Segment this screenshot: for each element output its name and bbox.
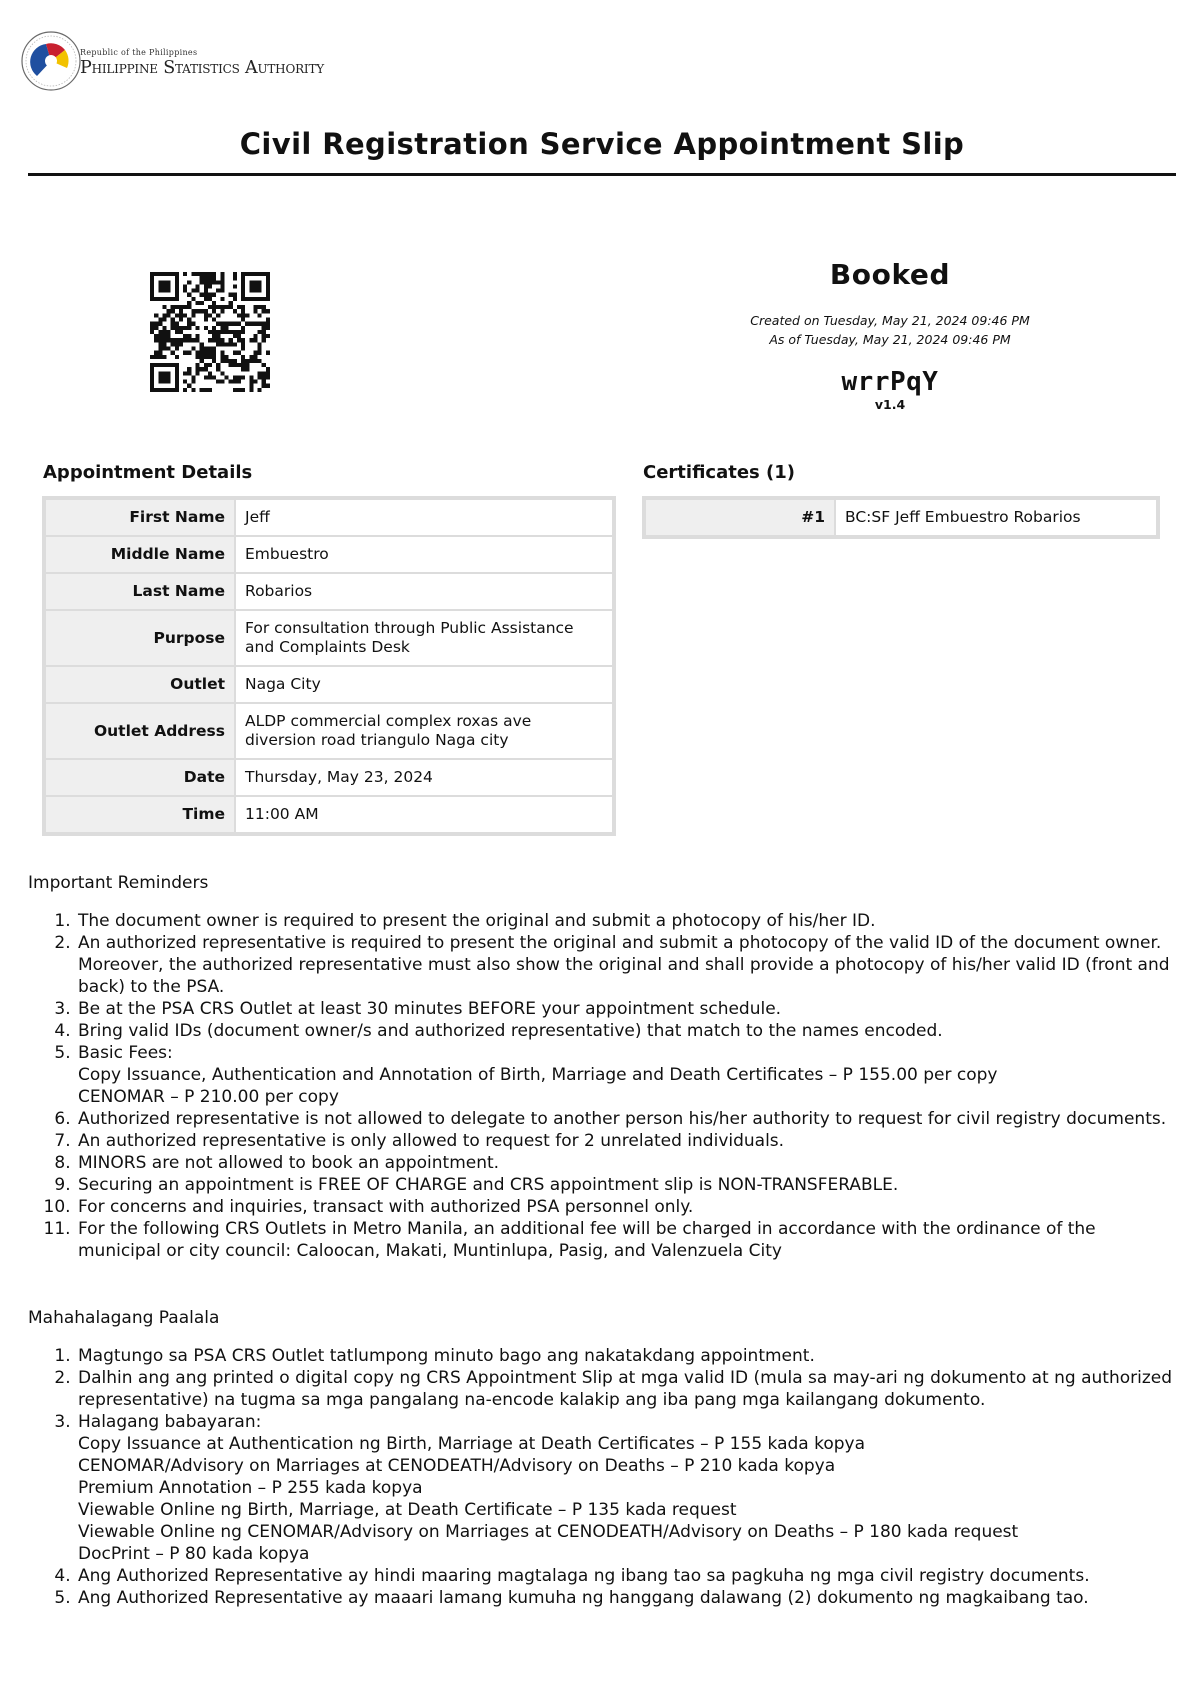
row-label: Last Name xyxy=(46,574,234,609)
reminder-text: 4. Ang Authorized Representative ay hindi maaring magtalaga ng ibang tao sa pagkuha ng mga civil registry documents. xyxy=(78,1566,1090,1586)
table-row xyxy=(46,611,612,665)
row-value: ALDP commercial complex roxas ave diversion road triangulo Naga city xyxy=(236,704,612,758)
table-row xyxy=(46,797,612,832)
reminder-text: 2. An authorized representative is required to present the original and submit a photocopy of the valid ID of the document owner. Moreover, the authorized representative must also show the original and shall provide a photocopy of his/her valid ID (front and back) to the PSA. xyxy=(78,933,1170,997)
reference-code: wrrPqY xyxy=(841,367,939,397)
agency-name: Philippine Statistics Authority xyxy=(80,58,324,78)
row-label: Middle Name xyxy=(46,537,234,572)
row-value: Jeff xyxy=(236,500,612,535)
row-label: Outlet Address xyxy=(46,704,234,758)
list-item xyxy=(76,1345,1178,1367)
table-row xyxy=(46,574,612,609)
list-item xyxy=(76,1020,1178,1042)
reminder-text: 5. Basic Fees: xyxy=(78,1043,173,1063)
filipino-reminders xyxy=(28,1307,1178,1609)
table-row xyxy=(46,704,612,758)
appointment-details-heading: Appointment Details xyxy=(43,462,253,483)
list-item xyxy=(76,1174,1178,1196)
appointment-details-table xyxy=(42,496,616,836)
fee-line: CENOMAR – P 210.00 per copy xyxy=(78,1087,339,1107)
table-row xyxy=(46,537,612,572)
status-badge: Booked xyxy=(829,258,951,291)
reminders-title: Important Reminders xyxy=(28,873,209,893)
fee-line: Viewable Online ng Birth, Marriage, at Death Certificate – P 135 kada request xyxy=(78,1500,737,1520)
fee-line: Premium Annotation – P 255 kada kopya xyxy=(78,1478,423,1498)
fee-line: Copy Issuance at Authentication ng Birth, Marriage at Death Certificates – P 155 kada kopya xyxy=(78,1434,866,1454)
list-item xyxy=(76,910,1178,932)
row-label: First Name xyxy=(46,500,234,535)
table-row xyxy=(46,667,612,702)
page-title: Civil Registration Service Appointment Slip xyxy=(239,127,965,161)
reminder-text: 10. For concerns and inquiries, transact with authorized PSA personnel only. xyxy=(78,1197,694,1217)
agency-country: Republic of the Philippines xyxy=(80,48,198,57)
reminder-text: 3. Halagang babayaran: xyxy=(78,1412,262,1432)
created-timestamp: Created on Tuesday, May 21, 2024 09:46 PM xyxy=(750,313,1030,328)
row-label: Purpose xyxy=(46,611,234,665)
row-label: Outlet xyxy=(46,667,234,702)
table-row xyxy=(46,760,612,795)
list-item xyxy=(76,1042,1178,1108)
reminder-text: 11. For the following CRS Outlets in Metro Manila, an additional fee will be charged in accordance with the ordinance of the municipal or city council: Caloocan, Makati, Muntinlupa, Pasig, and Valenzuela City xyxy=(78,1219,1096,1261)
list-item xyxy=(76,1152,1178,1174)
reminders-list xyxy=(28,1345,1178,1609)
list-item xyxy=(76,1587,1178,1609)
list-item xyxy=(76,932,1178,998)
certificate-value: BC:SF Jeff Embuestro Robarios xyxy=(836,500,1156,535)
fee-line: CENOMAR/Advisory on Marriages at CENODEATH/Advisory on Deaths – P 210 kada kopya xyxy=(78,1456,836,1476)
list-item xyxy=(76,998,1178,1020)
reminder-text: 2. Dalhin ang ang printed o digital copy ng CRS Appointment Slip at mga valid ID (mula sa may-ari ng dokumento at ng authorized representative) na tugma sa mga pangalang na-encode kalakip ang iba pang mga kailangang dokumento. xyxy=(78,1368,1173,1410)
table-row xyxy=(46,500,612,535)
table-row xyxy=(646,500,1156,535)
row-label: Time xyxy=(46,797,234,832)
row-value: Embuestro xyxy=(236,537,612,572)
reminder-text: 1. The document owner is required to present the original and submit a photocopy of his/her ID. xyxy=(78,911,876,931)
qr-code-icon xyxy=(150,272,270,392)
reminders-list xyxy=(28,910,1178,1262)
row-value: Naga City xyxy=(236,667,612,702)
certificates-table xyxy=(642,496,1160,539)
list-item xyxy=(76,1411,1178,1565)
psa-logo xyxy=(20,30,350,100)
row-value: 11:00 AM xyxy=(236,797,612,832)
reminder-text: 3. Be at the PSA CRS Outlet at least 30 minutes BEFORE your appointment schedule. xyxy=(78,999,782,1019)
list-item xyxy=(76,1108,1178,1130)
reminder-text: 8. MINORS are not allowed to book an appointment. xyxy=(78,1153,500,1173)
reminder-text: 4. Bring valid IDs (document owner/s and authorized representative) that match to the names encoded. xyxy=(78,1021,943,1041)
reminder-text: 5. Ang Authorized Representative ay maaari lamang kumuha ng hanggang dalawang (2) dokumento ng magkaibang tao. xyxy=(78,1588,1089,1608)
row-value: Robarios xyxy=(236,574,612,609)
reminder-text: 1. Magtungo sa PSA CRS Outlet tatlumpong minuto bago ang nakatakdang appointment. xyxy=(78,1346,815,1366)
reminders-title: Mahahalagang Paalala xyxy=(28,1308,220,1328)
as-of-timestamp: As of Tuesday, May 21, 2024 09:46 PM xyxy=(769,332,1011,347)
fee-line: Copy Issuance, Authentication and Annotation of Birth, Marriage and Death Certificates – P 155.00 per copy xyxy=(78,1065,998,1085)
list-item xyxy=(76,1130,1178,1152)
certificate-number: #1 xyxy=(646,500,834,535)
certificates-heading: Certificates (1) xyxy=(643,462,795,483)
reminder-text: 9. Securing an appointment is FREE OF CHARGE and CRS appointment slip is NON-TRANSFERABLE. xyxy=(78,1175,899,1195)
psa-seal-icon xyxy=(20,30,82,92)
list-item xyxy=(76,1196,1178,1218)
reminder-text: 6. Authorized representative is not allowed to delegate to another person his/her authority to request for civil registry documents. xyxy=(78,1109,1167,1129)
list-item xyxy=(76,1218,1178,1262)
important-reminders xyxy=(28,872,1178,1262)
fee-line: Viewable Online ng CENOMAR/Advisory on Marriages at CENODEATH/Advisory on Deaths – P 180 kada request xyxy=(78,1522,1019,1542)
row-value: For consultation through Public Assistance and Complaints Desk xyxy=(236,611,612,665)
row-value: Thursday, May 23, 2024 xyxy=(236,760,612,795)
row-label: Date xyxy=(46,760,234,795)
reminder-text: 7. An authorized representative is only allowed to request for 2 unrelated individuals. xyxy=(78,1131,785,1151)
list-item xyxy=(76,1565,1178,1587)
title-divider xyxy=(28,173,1176,176)
list-item xyxy=(76,1367,1178,1411)
fee-line: DocPrint – P 80 kada kopya xyxy=(78,1544,310,1564)
version-label: v1.4 xyxy=(874,397,906,412)
